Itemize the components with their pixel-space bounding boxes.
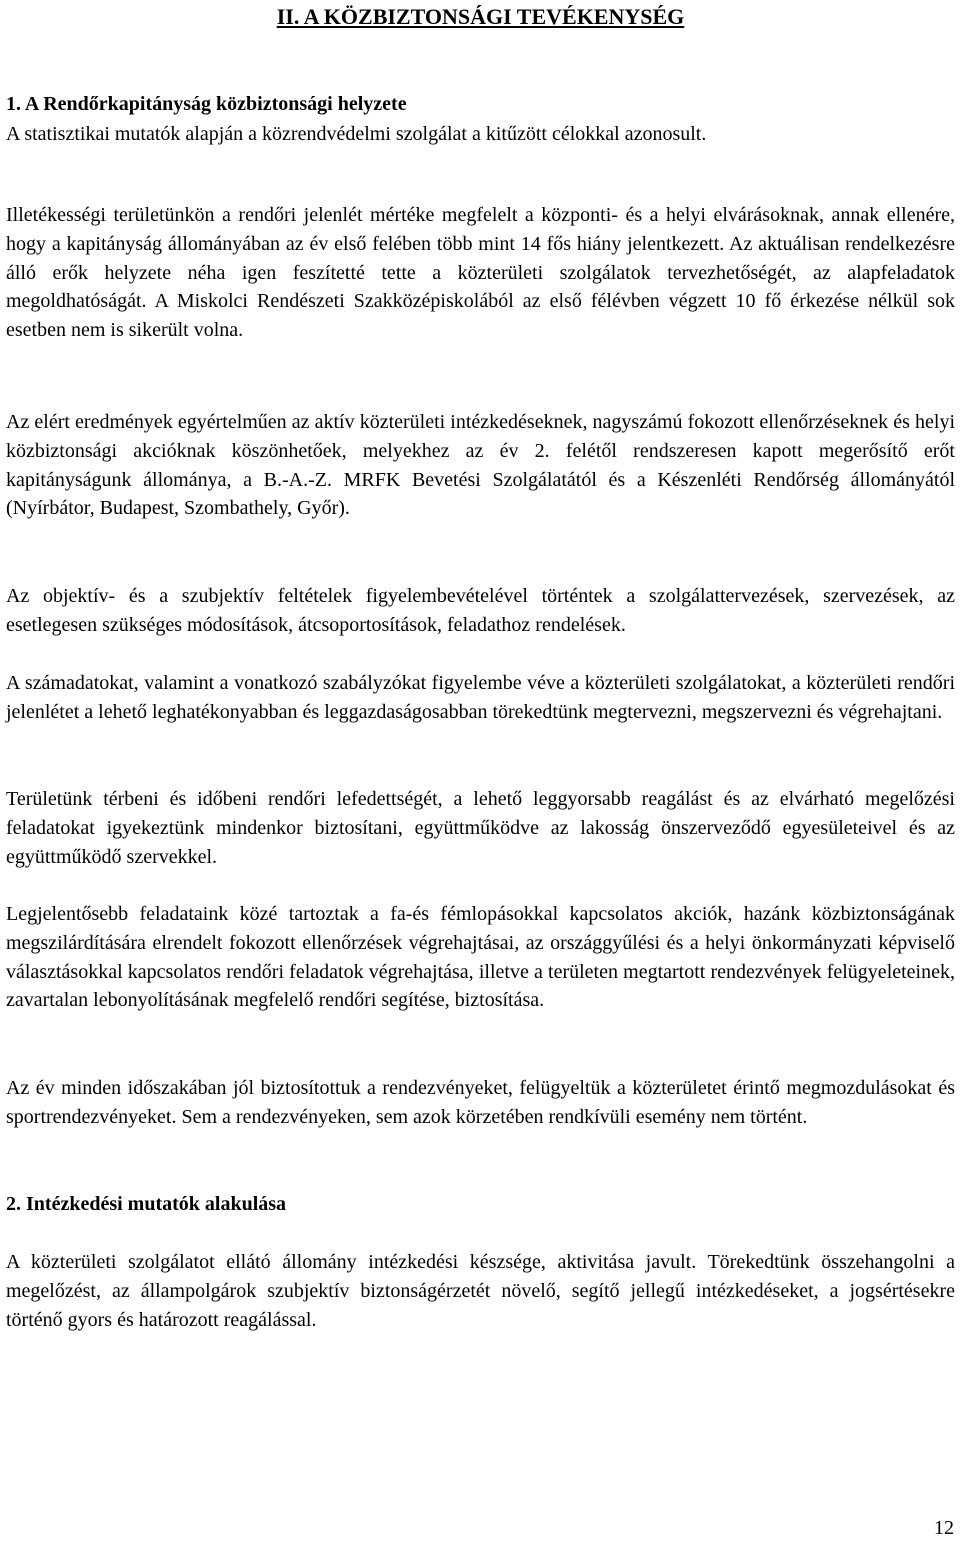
- section-title-2: 2. Intézkedési mutatók alakulása: [6, 1193, 287, 1215]
- paragraph-3: Az elért eredmények egyértelműen az aktív közterületi intézkedéseknek, nagyszámú fokozott ellenőrzéseknek és helyi közbiztonsági akcióknak köszönhetőek, melyekhez az év 2. felétől rendszeresen kapott megerősítő erőt kapitányságunk állománya, a B.-A.-Z. MRFK Bevetési Szolgálatától és a Készenléti Rendőrség állományától (Nyírbátor, Budapest, Szombathely, Győr).: [6, 411, 955, 520]
- paragraph-4: Az objektív- és a szubjektív feltételek figyelembevételével történtek a szolgálattervezések, szervezések, az esetlegesen szükséges módosítások, átcsoportosítások, feladathoz rendelések.: [6, 585, 955, 636]
- paragraph-5: A számadatokat, valamint a vonatkozó szabályzókat figyelembe véve a közterületi szolgálatokat, a közterületi rendőri jelenlétet a lehető leghatékonyabban és leggazdaságosabban törekedtünk megtervezni, megszervezni és végrehajtani.: [6, 672, 955, 723]
- paragraph-2: Illetékességi területünkön a rendőri jelenlét mértéke megfelelt a központi- és a helyi elvárásoknak, annak ellenére, hogy a kapitányság állományában az év első felében több mint 14 fős hiány jelentkezett. Az aktuálisan rendelkezésre álló erők helyzete néha igen feszítetté tette a közterületi szolgálatok tervezhetőségét, az alapfeladatok megoldhatóságát. A Miskolci Rendészeti Szakközépiskolából az első félévben végzett 10 fő érkezése nélkül sok esetben nem is sikerült volna.: [6, 204, 955, 342]
- paragraph-9: A közterületi szolgálatot ellátó állomány intézkedési készsége, aktivitása javult. Törekedtünk összehangolni a megelőzést, az állampolgárok szubjektív biztonságérzetét növelő, segítő jellegű intézkedéseket, a jogsértésekre történő gyors és határozott reagálással.: [6, 1251, 955, 1331]
- page-number: 12: [934, 1517, 954, 1539]
- paragraph-7: Legjelentősebb feladataink közé tartoztak a fa-és fémlopásokkal kapcsolatos akciók, hazánk közbiztonságának megszilárdítására elrendelt fokozott ellenőrzések végrehajtásai, az országgyűlési és a helyi önkormányzati képviselő választásokkal kapcsolatos rendőri feladatok végrehajtása, illetve a területen megtartott rendezvények felügyeleteinek, zavartalan lebonyolításának megfelelő rendőri segítése, biztosítása.: [6, 903, 955, 1012]
- paragraph-6: Területünk térbeni és időbeni rendőri lefedettségét, a lehető leggyorsabb reagálást és az elvárható megelőzési feladatokat igyekeztünk mindenkor biztosítani, együttműködve az lakosság önszerveződő egyesületeivel és az együttműködő szervekkel.: [6, 788, 955, 868]
- paragraph-8: Az év minden időszakában jól biztosítottuk a rendezvényeket, felügyeltük a közterületet érintő megmozdulásokat és sportrendezvényeket. Sem a rendezvényeken, sem azok körzetében rendkívüli esemény nem történt.: [6, 1077, 955, 1128]
- chapter-title: II. A KÖZBIZTONSÁGI TEVÉKENYSÉG: [276, 4, 685, 29]
- section-title-1: 1. A Rendőrkapitányság közbiztonsági helyzete: [6, 93, 407, 115]
- paragraph-1: A statisztikai mutatók alapján a közrendvédelmi szolgálat a kitűzött célokkal azonosult.: [6, 123, 707, 145]
